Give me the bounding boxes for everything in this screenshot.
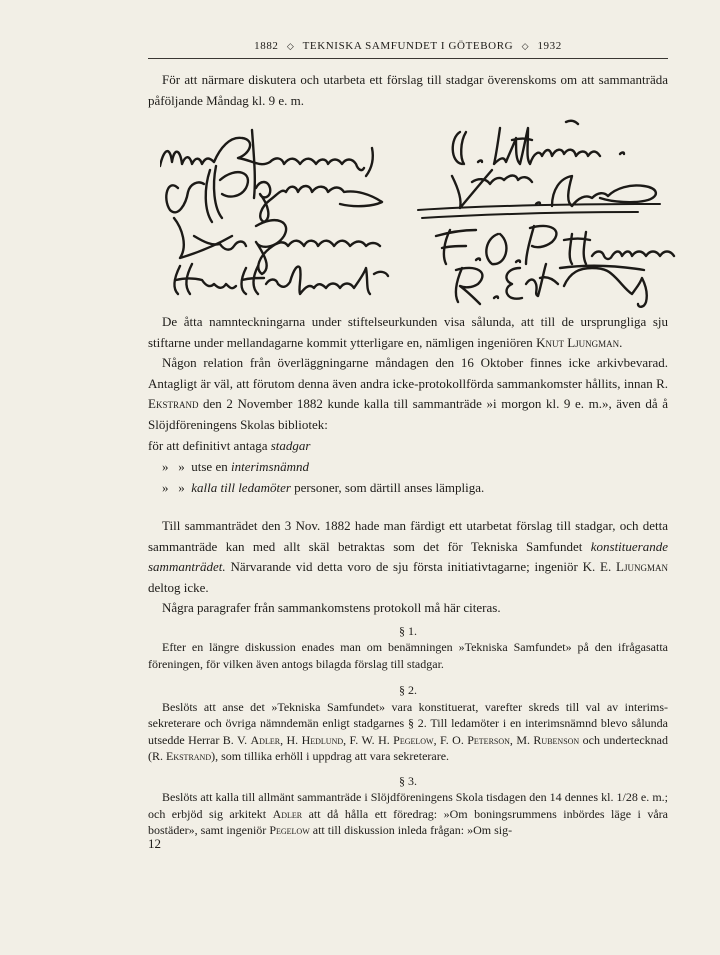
- text-run: deltog icke.: [148, 579, 209, 595]
- emphasis: stadgar: [270, 438, 311, 453]
- text-run: Beslöts att kalla till allmänt sammanträde i Slöjdföreningens Skola tisdagen den 14 dennes kl.: [162, 790, 617, 804]
- header-year-right: 1932: [537, 40, 562, 52]
- ornament-icon: ◇: [286, 41, 295, 51]
- section-heading: § 2.: [399, 683, 417, 697]
- person-name: Adler: [272, 806, 303, 821]
- agenda-item: [148, 435, 668, 456]
- person-name: Ekstrand: [166, 749, 212, 763]
- emphasis: konstituerande sammanträdet.: [148, 538, 668, 574]
- agenda-list: [148, 435, 668, 498]
- text-run: att till diskussion inleda frågan: »Om sig-: [309, 823, 513, 837]
- emphasis: kalla till ledamöter: [191, 480, 291, 495]
- text-run: » »: [162, 480, 192, 495]
- page-number: 12: [148, 836, 161, 851]
- text-run: , M.: [509, 732, 534, 747]
- person-name: Knut Ljungman: [536, 334, 620, 350]
- paragraph-meeting: [148, 353, 668, 435]
- ornament-icon: ◇: [521, 41, 530, 51]
- time-fraction: 1/28: [616, 790, 638, 804]
- agenda-item: [148, 477, 668, 498]
- signature-right-2: [418, 204, 660, 218]
- paragraph-constituting: [148, 516, 668, 598]
- paragraph-signatures: [148, 312, 668, 353]
- text-run: e. m.; och erbjöd sig arkitekt: [148, 790, 668, 821]
- signature-right-0: [453, 121, 624, 164]
- agenda-item: [148, 456, 668, 477]
- section-heading: § 1.: [399, 623, 417, 638]
- text-run: , F. O.: [433, 732, 468, 747]
- intro-text: För att närmare diskutera och utarbeta ett förslag till stadgar överenskoms om att sammanträda påföljande Måndag kl. 9 e. m.: [148, 72, 668, 108]
- signature-left-2: [174, 218, 380, 274]
- text-run: ), som tillika erhöll i uppdrag att vara sekreterare.: [211, 749, 450, 763]
- header-year-left: 1882: [254, 40, 279, 52]
- section-text: [148, 789, 668, 839]
- person-name: Peterson: [467, 732, 510, 747]
- header-title: TEKNISKA SAMFUNDET I GÖTEBORG: [302, 40, 514, 52]
- signatures-image: [160, 118, 680, 308]
- section-text: [148, 699, 668, 765]
- text-run: och undertecknad (R.: [148, 732, 668, 763]
- text-run: , F. W. H.: [343, 732, 394, 747]
- text-run: för att definitivt antaga: [148, 438, 271, 453]
- signatures-block: [160, 118, 680, 308]
- header-rule: [148, 58, 668, 59]
- text-run: » » utse en: [162, 459, 231, 474]
- person-name: Ljungman: [616, 559, 668, 574]
- emphasis: interimsnämnd: [230, 459, 309, 474]
- signature-right-4: [456, 264, 647, 307]
- text-run: personer, som därtill anses lämpliga.: [290, 480, 485, 495]
- person-name: Adler: [250, 732, 281, 747]
- text-run: De åtta namnteckningarna under stiftelseurkunden visa sålunda, att till de ursprungliga sju stiftarne under mellandagarne kommit ytterligare en, nämligen ingeniören: [148, 314, 668, 350]
- paragraph-citation: Några paragrafer från sammankomstens protokoll må här citeras.: [162, 600, 501, 615]
- signature-right-3: [436, 226, 674, 264]
- signature-right-1: [452, 170, 656, 208]
- text-run: Beslöts att anse det »Tekniska Samfundet» vara konstituerat, varefter skreds till val av interims-sekreterare och övriga nämndemän enligt stadgarnes § 2. Till ledamöter i en interimsnämnd blevo sålunda utsedde Herrar B. V.: [148, 699, 668, 747]
- text-run: att då hålla ett föredrag: »Om boningsrummens inbördes läge i våra bostäder», samt ingeniör: [148, 806, 668, 837]
- text-run: Närvarande vid detta voro de sju första initiativtagarne; ingeniör K. E.: [225, 559, 617, 574]
- signature-left-1: [166, 166, 382, 222]
- signature-left-3: [174, 264, 388, 294]
- person-name: Pegelow: [393, 732, 434, 747]
- body-text: [148, 312, 668, 839]
- text-run: .: [619, 334, 623, 350]
- person-name: Ekstrand: [148, 396, 199, 411]
- text-run: Någon relation från överläggningarne måndagen den 16 Oktober finnes icke arkivbevarad. Antagligt är väl, att förutom denna även andra icke-protokollförda sammankomster hållits, innan R.: [148, 355, 668, 391]
- text-run: Till sammanträdet den 3 Nov. 1882 hade man färdigt ett utarbetat förslag till stadgar, och detta sammanträde kan med allt skäl betraktas som det för Tekniska Samfundet: [148, 518, 668, 554]
- section-text: Efter en längre diskussion enades man om benämningen »Tekniska Samfundet» på den ifrågasatta föreningen, för vilken även antogs bilagda förslag till stadgar.: [148, 640, 668, 671]
- intro-paragraph: [148, 70, 668, 111]
- section-heading: § 3.: [399, 773, 417, 788]
- person-name: Rubenson: [533, 732, 580, 747]
- running-header: [148, 40, 668, 52]
- person-name: Pegelow: [269, 823, 310, 837]
- person-name: Hedlund: [301, 732, 344, 747]
- text-run: , H.: [280, 732, 302, 747]
- text-run: den 2 November 1882 kunde kalla till sammanträde »i morgon kl. 9 e. m.», även då å Slöjdföreningens Skolas bibliotek:: [148, 396, 668, 432]
